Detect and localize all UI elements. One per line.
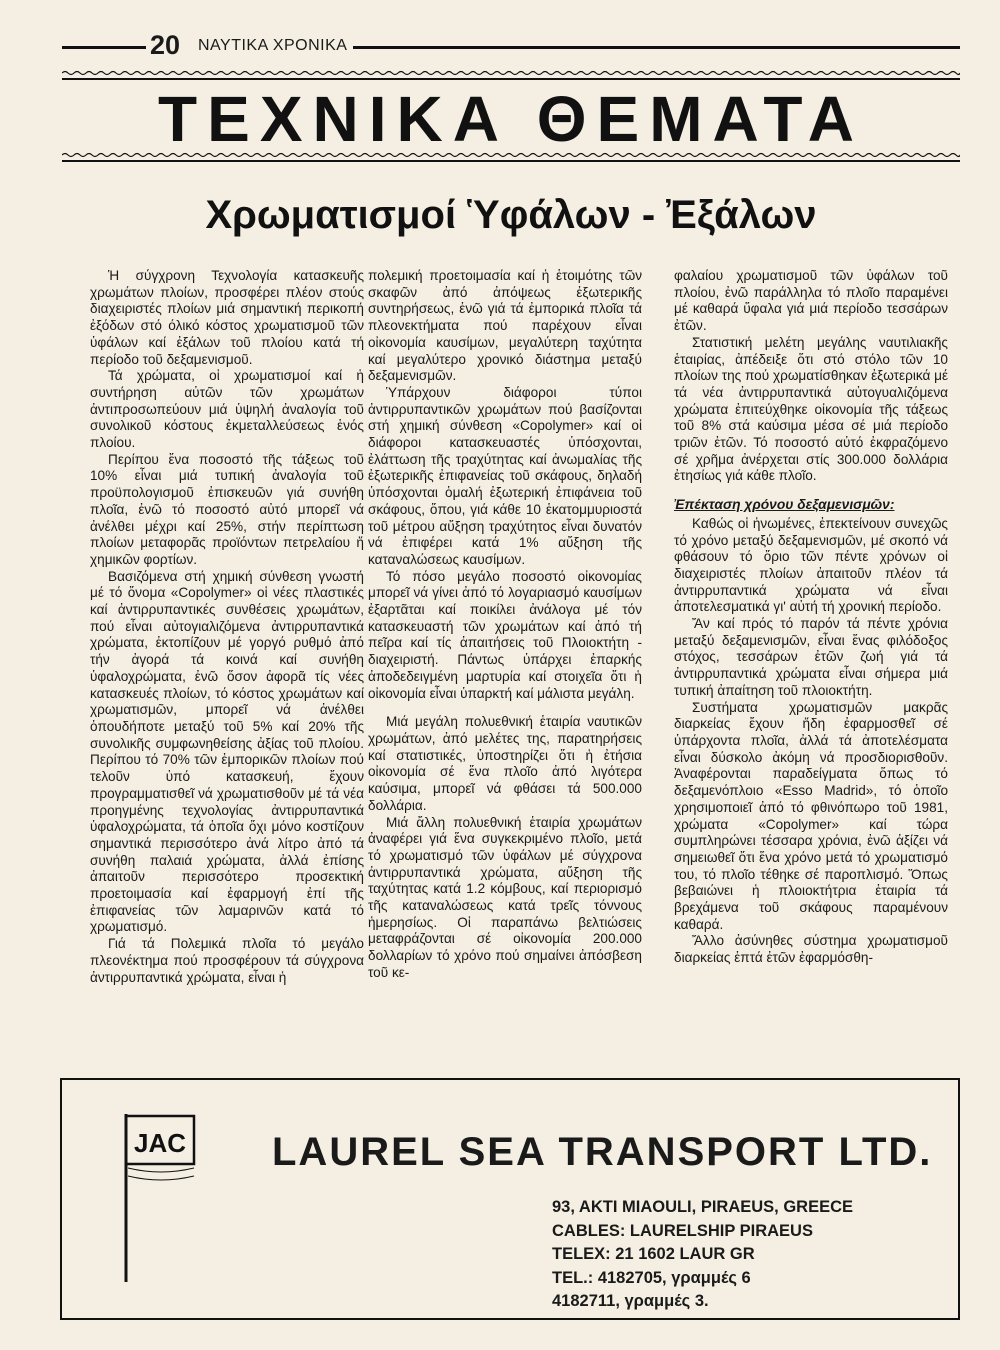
article-column-2 xyxy=(368,268,642,982)
paragraph: Τά χρώματα, οἱ χρωματισμοί καί ἡ συντήρηση αὐτῶν τῶν χρωμάτων ἀντιπροσωπεύουν μιά ὑψηλή ἀναλογία τοῦ συνολικοῦ κόστους ἐκμεταλλεύσεως ἑνός πλοίου. xyxy=(90,368,364,451)
paragraph: Στατιστική μελέτη μεγάλης ναυτιλιακῆς ἑταιρίας, ἀπέδειξε ὅτι στό στόλο τῶν 10 πλοίων της πού χρωματίσθηκαν ἐξωτερικά μέ τά νέα ἀντιρρυπαντικά αὐτογυαλιζόμενα χρώματα ἐπιτεύχθηκε οἰκονομία τῆς τάξεως τοῦ 8% στά καύσιμα μέσα σέ μιά περίοδο τριῶν ἐτῶν. Τό ποσοστό αὐτό ἐκφραζόμενο σέ χρῆμα ἀνέρχεται στίς 300.000 δολλάρια ἐτησίως γιά κάθε πλοῖο. xyxy=(674,334,948,484)
page-number: 20 xyxy=(146,30,184,61)
cables: CABLES: LAURELSHIP PIRAEUS xyxy=(552,1221,813,1240)
paragraph: Μιά ἄλλη πολυεθνική ἑταιρία χρωμάτων ἀναφέρει γιά ἕνα συγκεκριμένο πλοῖο, μετά τό χρωματισμό τῶν ὑφάλων μέ σύγχρονα ἀντιρρυπαντικά χρώματα, αὔξηση τῆς ταχύτητας κατά 1.2 κόμβους, καί περιορισμό τῆς καταναλώσεως κατά τρεῖς τόννους ἡμερησίως. Οἱ παραπάνω βελτιώσεις μεταφράζονται σέ οἰκονομία 200.000 δολλαρίων τό χρόνο πού σημαίνει ἀπόσβεση τοῦ κε- xyxy=(368,814,642,980)
article-column-1 xyxy=(90,268,364,986)
article-title: Χρωματισμοί Ὑφάλων - Ἐξάλων xyxy=(205,193,817,237)
telex: TELEX: 21 1602 LAUR GR xyxy=(552,1245,755,1263)
company-flag-logo xyxy=(106,1106,200,1286)
paragraph: Τό πόσο μεγάλο ποσοστό οἰκονομίας μπορεῖ νά γίνει ἀπό τό λογαριασμό καυσίμων ἐξαρτᾶται καί ποικίλει ἀνάλογα μέ τόν κατασκευαστή τῶν χρωμάτων καί ἀπό τή πεῖρα καί τίς ἀπαιτήσεις τοῦ Πλοιοκτήτη - διαχειριστή. Πάντως ὑπάρχει ἐπαρκής ἀποδεδειγμένη μαρτυρία καί στοιχεῖα ὅτι ἡ οἰκονομία εἶναι ὑπαρκτή καί μάλιστα μεγάλη. xyxy=(368,568,642,701)
section-title: ΤΕΧΝΙΚΑ ΘΕΜΑΤΑ xyxy=(158,83,864,155)
paragraph: Καθώς οἱ ἠνωμένες, ἐπεκτείνουν συνεχῶς τό χρόνο μεταξύ δεξαμενισμῶν, μέ σκοπό νά φθάσουν τό ὅριο τῶν πέντε χρόνων οἱ διαχειριστές πλοίων ἀπαιτοῦν πλέον τά ἀντιρρυπαντικά χρώματα νά εἶναι ἀποτελεσματικά γι' αὐτή τή χρονική περίοδο. xyxy=(674,515,948,615)
telephone-2: 4182711, γραμμές 3. xyxy=(552,1292,709,1310)
article-column-3 xyxy=(674,268,948,967)
header-rule-left xyxy=(62,46,146,49)
paragraph: Συστήματα χρωματισμῶν μακρᾶς διαρκείας ἔχουν ἤδη ἐφαρμοσθεῖ σέ ὑπάρχοντα πλοῖα, ἀλλά τά ἀποτελέσματα εἶναι δύσκολο ἀκόμη νά προσδιορισθοῦν. Ἀναφέρονται παραδείγματα ὅπως τό δεξαμενόπλοιο «Esso Madrid», τό ὁποῖο χρησιμοποιεῖ ἀπό τό φθινόπωρο τοῦ 1981, χρώματα «Copolymer» καί τώρα συμπληρώνει τέσσαρα χρόνια, ἐνῶ ἀξίζει νά σημειωθεῖ ὅτι ἕνα χρόνο μετά τό χρωματισμό του, τό πλοῖο τέθηκε σέ παροπλισμό. Ὅπως βεβαιώνει ἡ πλοιοκτήτρια ἑταιρία τά βρεχάμενα τοῦ σκάφους παραμένουν καθαρά. xyxy=(674,699,948,932)
magazine-name: ΝΑΥΤΙΚΑ ΧΡΟΝΙΚΑ xyxy=(192,37,353,55)
flag-text: JAC xyxy=(133,1128,187,1158)
subheading: Ἐπέκταση χρόνου δεξαμενισμῶν: xyxy=(674,497,895,513)
paragraph: Γιά τά Πολεμικά πλοῖα τό μεγάλο πλεονέκτημα πού προσφέρουν τά σύγχρονα ἀντιρρυπαντικά χρώματα, εἶναι ἡ xyxy=(90,936,364,985)
contact-info xyxy=(552,1196,952,1314)
wavy-rule-top xyxy=(62,70,960,82)
advertisement-box xyxy=(60,1078,960,1320)
paragraph: Περίπου ἕνα ποσοστό τῆς τάξεως τοῦ 10% εἶναι μιά τυπική ἀναλογία τοῦ προϋπολογισμοῦ ἐπισκευῶν γιά συνήθη πλοῖα, ἐνῶ τό ποσοστό αὐτό μπορεῖ νά ἀνέλθει μέχρι καί 25%, στήν περίπτωση πλοίων μεταφορᾶς προϊόντων πετρελαίου ἤ χημικῶν φορτίων. xyxy=(90,451,364,567)
paragraph: Ὑπάρχουν διάφοροι τύποι ἀντιρρυπαντικῶν χρωμάτων πού βασίζονται στή χημική σύνθεση «Copolymer» καί οἱ διάφοροι κατασκευαστές ὑπόσχονται, ἐλάττωση τῆς τραχύτητας καί ἀνωμαλίας τῆς ἐξωτερικῆς ἐπιφανείας τοῦ σκάφους, δηλαδή ὑπόσχονται ὁμαλή ἐξωτερική ἐπιφάνεια τοῦ σκάφους, ὅπου, γιά κάθε 10 ἑκατομμυριοστά τοῦ μέτρου αὔξηση τραχύτητος εἶναι δυνατόν νά ἐπιφέρει κατά 1% αὔξηση τῆς καταναλώσεως καυσίμων. xyxy=(368,384,642,567)
page-header xyxy=(62,30,960,62)
wavy-rule-bottom xyxy=(62,152,960,164)
address: 93, AKTI MIAOULI, PIRAEUS, GREECE xyxy=(552,1198,854,1216)
paragraph: Ἄν καί πρός τό παρόν τά πέντε χρόνια μεταξύ δεξαμενισμῶν, εἶναι ἕνας φιλόδοξος στόχος, τεσσάρων ἐτῶν ζωή γιά τά ἀντιρρυπαντικά χρώματα εἶναι σήμερα μιά τυπική ἀπαίτηση τοῦ πλοιοκτήτη. xyxy=(674,616,948,698)
paragraph: Ἄλλο ἀσύνηθες σύστημα χρωματισμοῦ διαρκείας ἑπτά ἐτῶν ἐφαρμόσθη- xyxy=(674,933,948,966)
telephone-1: TEL.: 4182705, γραμμές 6 xyxy=(552,1268,751,1287)
paragraph: Μιά μεγάλη πολυεθνική ἑταιρία ναυτικῶν χρωμάτων, ἀπό μελέτες της, παρατηρήσεις καί στατιστικές, ὑποστηρίζει ὅτι ἡ ἐτήσια οἰκονομία σέ ἕνα πλοῖο ἀπό λιγότερα καύσιμα, μπορεῖ νά φθάσει τά 500.000 δολλάρια. xyxy=(368,714,642,813)
paragraph: πολεμική προετοιμασία καί ἡ ἑτοιμότης τῶν σκαφῶν ἀπό ἀπόψεως ἐξωτερικῆς συντηρήσεως, ἐνῶ γιά τά ἐμπορικά πλοῖα τά πλεονεκτήματα πού παρέχουν εἶναι οἰκονομία καυσίμων, μεγαλύτερη ταχύτητα καί μεγαλύτερο χρονικό διάστημα μεταξύ δεξαμενισμῶν. xyxy=(368,268,642,384)
company-name: LAUREL SEA TRANSPORT LTD. xyxy=(272,1130,933,1174)
paragraph: Ἡ σύγχρονη Τεχνολογία κατασκευῆς χρωμάτων πλοίων, προσφέρει πλέον στούς διαχειριστές πλοίων μιά σημαντική περικοπή ἐξόδων στό όλικό κόστος χρωματισμοῦ τῶν ὑφάλων καί ἐξάλων τοῦ πλοίου κατά τή περίοδο τοῦ δεξαμενισμοῦ. xyxy=(90,268,364,367)
paragraph: φαλαίου χρωματισμοῦ τῶν ὑφάλων τοῦ πλοίου, ἐνῶ παράλληλα τό πλοῖο παραμένει μέ καθαρά ὕφαλα γιά μιά περίοδο τεσσάρων ἐτῶν. xyxy=(674,268,948,334)
paragraph: Βασιζόμενα στή χημική σύνθεση γνωστή μέ τό ὄνομα «Copolymer» οἱ νέες πλαστικές καί ἀντιρρυπαντικές συνθέσεις χρωμάτων, πού εἶναι αὐτογιαλιζόμενα ἀντιρρυπαντικά χρώματα, ἐκτοπίζουν μέ γοργό ρυθμό ἀπό τήν ἀγορά τά κοινά καί συνήθη ὑφαλοχρώματα, ἐνῶ ὅσον ἀφορᾶ τίς νέες κατασκευές πλοίων, τό κόστος χρωμάτων καί χρωματισμῶν, μπορεῖ νά ἀνέλθει ὁπουδήποτε μεταξύ τοῦ 5% καί 20% τῆς συνολικῆς συμφωνηθείσης ἀξίας τοῦ πλοίου. Περίπου τό 70% τῶν ἐμπορικῶν πλοίων πού τελοῦν ὑπό κατασκευή, ἔχουν προγραμματισθεῖ νά χρωματισθοῦν μέ τά νέα προηγμένης τεχνολογίας ἀντιρρυπαντικά ὑφαλοχρώματα, τά ὁποῖα ὄχι μόνο κοστίζουν σημαντικά περισσότερο ἀνά λίτρο ἀπό τά συνήθη παλαιά χρώματα, ἀλλά ἐπίσης ἀπαιτοῦν περισσότερο προσεκτική προετοιμασία καί ἐφαρμογή ἐπί τῆς ἐπιφανείας τῶν λαμαρινῶν κατά τό χρωματισμό. xyxy=(90,568,364,935)
